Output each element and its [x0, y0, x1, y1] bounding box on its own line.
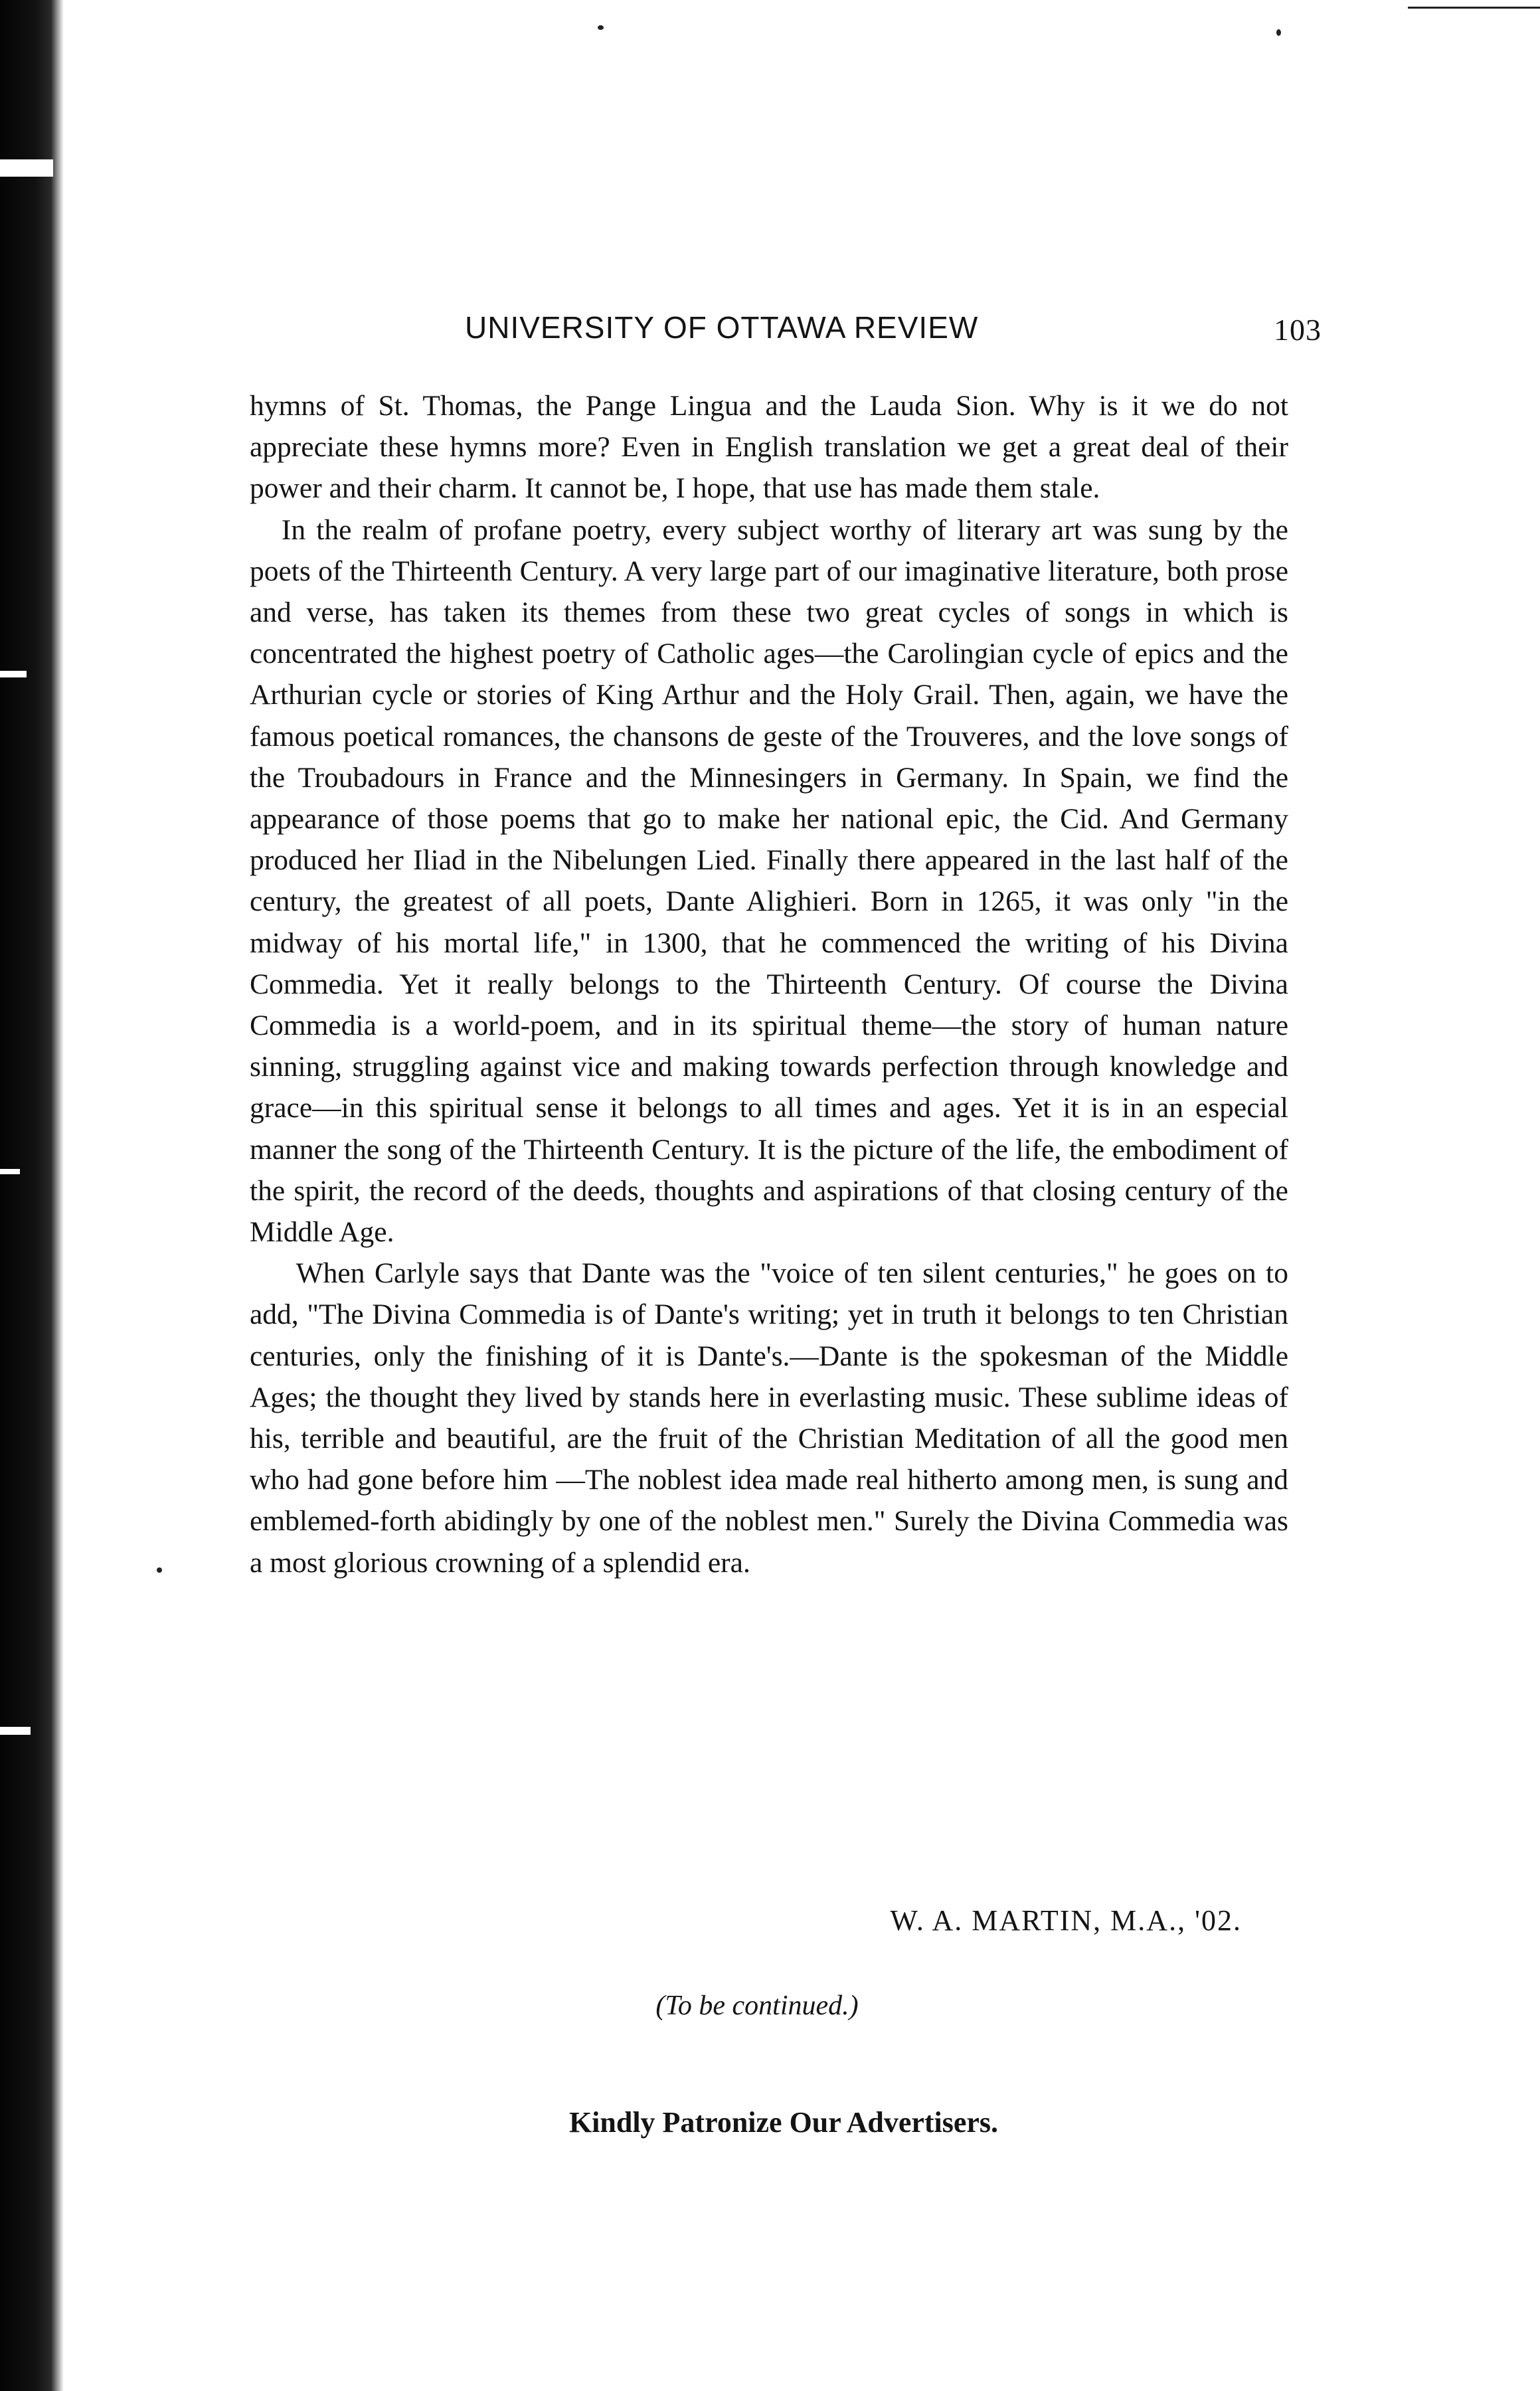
page-header: [465, 310, 1322, 356]
scan-speck: [157, 1567, 162, 1573]
scan-binding-shadow: [0, 0, 64, 2391]
binding-gap: [0, 1727, 31, 1735]
continued-note: (To be continued.): [655, 1991, 859, 2021]
binding-gap: [0, 671, 27, 677]
page-number: 103: [1274, 313, 1322, 347]
paragraph-hymns: hymns of St. Thomas, the Pange Lingua and the Lauda Sion. Why is it we do not appreciate these hymns more? Even in English translation we get a great deal of their power and their charm. It cannot be, I hope, that use has made them stale.: [250, 390, 1288, 505]
scan-speck: [1276, 29, 1281, 36]
running-head: UNIVERSITY OF OTTAWA REVIEW: [465, 310, 979, 345]
scan-speck: [598, 25, 604, 30]
binding-gap: [0, 1169, 20, 1174]
paragraph-carlyle: When Carlyle says that Dante was the "voice of ten silent centuries," he goes on to add, "The Divina Commedia is of Dante's writing; yet in truth it belongs to ten Christian centuries, only the finishing of it is Dante's.—Dante is the spokesman of the Middle Ages; the thought they lived by stands here in everlasting music. These sublime ideas of his, terrible and beautiful, are the fruit of the Christian Meditation of all the good men who had gone before him —The noblest idea made real hitherto among men, is sung and emblemed-forth abidingly by one of the noblest men." Surely the Divina Commedia was a most glorious crowning of a splendid era.: [250, 1257, 1288, 1579]
paragraph-profane-poetry: In the realm of profane poetry, every subject worthy of literary art was sung by the poets of the Thirteenth Century. A very large part of our imaginative literature, both prose and verse, has taken its themes from these two great cycles of songs in which is concentrated the highest poetry of Catholic ages—the Carolingian cycle of epics and the Arthurian cycle or stories of King Arthur and the Holy Grail. Then, again, we have the famous poetical romances, the chansons de geste of the Trouveres, and the love songs of the Troubadours in France and the Minnesingers in Germany. In Spain, we find the appearance of those poems that go to make her national epic, the Cid. And Germany produced her Iliad in the Nibelungen Lied. Finally there appeared in the last half of the century, the greatest of all poets, Dante Alighieri. Born in 1265, it was only "in the midway of his mortal life," in 1300, that he commenced the writing of his Divina Commedia. Yet it really belongs to the Thirteenth Century. Of course the Divina Commedia is a world-poem, and in its spiritual theme—the story of human nature sinning, struggling against vice and making towards perfection through knowledge and grace—in this spiritual sense it belongs to all times and ages. Yet it is in an especial manner the song of the Thirteenth Century. It is the picture of the life, the embodiment of the spirit, the record of the deeds, thoughts and aspirations of that closing century of the Middle Age.: [250, 513, 1288, 1249]
advertiser-note: Kindly Patronize Our Advertisers.: [568, 2106, 999, 2139]
binding-gap: [0, 159, 53, 177]
article-body: [250, 385, 1288, 1583]
scan-edge-rule: [1408, 7, 1540, 9]
author-signature: W. A. MARTIN, M.A., '02.: [890, 1904, 1242, 1937]
